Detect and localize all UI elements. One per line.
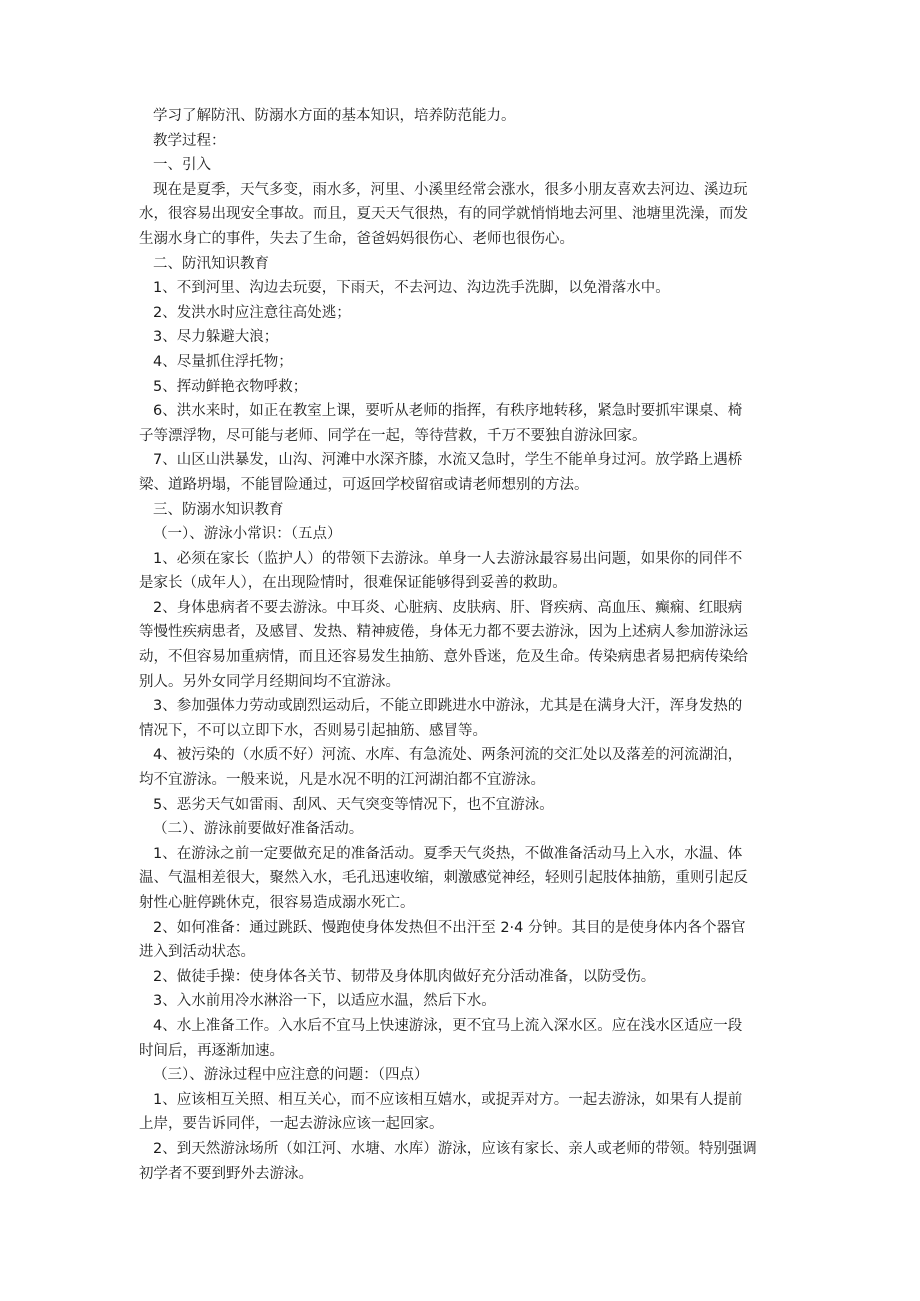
text-line: 生溺水身亡的事件，失去了生命，爸爸妈妈很伤心、老师也很伤心。 <box>139 230 574 247</box>
text-line: 一、引入 <box>153 157 211 174</box>
text-line: 5、恶劣天气如雷雨、刮风、天气突变等情况下，也不宜游泳。 <box>153 796 554 813</box>
text-line: 2、身体患病者不要去游泳。中耳炎、心脏病、皮肤病、肝、肾疾病、高血压、癫痫、红眼病 <box>153 599 743 616</box>
text-line: （一）、游泳小常识：（五点） <box>153 526 342 543</box>
text-line: 5、挥动鲜艳衣物呼救； <box>153 378 308 395</box>
text-line: 是家长（成年人），在出现险情时，很难保证能够得到妥善的救助。 <box>139 575 567 592</box>
text-line: 1、必须在家长（监护人）的带领下去游泳。单身一人去游泳最容易出问题，如果你的同伴不 <box>153 550 743 567</box>
text-line: 2、发洪水时应注意往高处逃； <box>153 304 351 321</box>
text-line: 7、山区山洪暴发，山沟、河滩中水深齐膝，水流又急时，学生不能单身过河。放学路上遇桥 <box>153 452 743 469</box>
text-line: 子等漂浮物，尽可能与老师、同学在一起，等待营救，千万不要独自游泳回家。 <box>139 427 647 444</box>
text-line: 上岸，要告诉同伴，一起去游泳应该一起回家。 <box>139 1116 444 1133</box>
text-line: 现在是夏季，天气多变，雨水多，河里、小溪里经常会涨水，很多小朋友喜欢去河边、溪边玩 <box>153 181 748 198</box>
text-line: 1、应该相互关照、相互关心，而不应该相互嬉水，或捉弄对方。一起去游泳，如果有人提前 <box>153 1091 743 1108</box>
text-line: 情况下，不可以立即下水，否则易引起抽筋、感冒等。 <box>139 722 487 739</box>
text-line: 6、洪水来时，如正在教室上课，要听从老师的指挥，有秩序地转移，紧急时要抓牢课桌、椅 <box>153 403 743 420</box>
text-line: 二、防汛知识教育 <box>153 255 269 272</box>
text-line: （二）、游泳前要做好准备活动。 <box>153 821 364 838</box>
text-line: 1、在游泳之前一定要做充足的准备活动。夏季天气炎热，不做准备活动马上入水，水温、体 <box>153 845 743 862</box>
text-line: 学习了解防汛、防溺水方面的基本知识，培养防范能力。 <box>153 108 516 124</box>
text-line: 2、做徒手操：使身体各关节、韧带及身体肌肉做好充分活动准备，以防受伤。 <box>153 968 656 985</box>
text-line: 4、水上准备工作。入水后不宜马上快速游泳，更不宜马上流入深水区。应在浅水区适应一段 <box>153 1017 743 1034</box>
document-body <box>139 104 789 1186</box>
text-line: 2、到天然游泳场所（如江河、水塘、水库）游泳，应该有家长、亲人或老师的带领。特别强调 <box>153 1140 757 1157</box>
text-line: 4、尽量抓住浮托物； <box>153 353 293 370</box>
text-line: 均不宜游泳。一般来说，凡是水况不明的江河湖泊都不宜游泳。 <box>139 772 545 789</box>
text-line: 别人。另外女同学月经期间均不宜游泳。 <box>139 673 400 690</box>
text-line: 水，很容易出现安全事故。而且，夏天天气很热，有的同学就悄悄地去河里、池塘里洗澡，而发 <box>139 206 748 223</box>
text-line: 动，不但容易加重病情，而且还容易发生抽筋、意外昏迷，危及生命。传染病患者易把病传染给 <box>139 649 748 666</box>
text-line: 3、入水前用冷水淋浴一下，以适应水温，然后下水。 <box>153 993 496 1010</box>
text-line: 4、被污染的（水质不好）河流、水库、有急流处、两条河流的交汇处以及落差的河流湖泊， <box>153 747 743 764</box>
text-line: 2、如何准备：通过跳跃、慢跑使身体发热但不出汗至 2·4 分钟。其目的是使身体内各个器官 <box>153 919 746 936</box>
text-line: 初学者不要到野外去游泳。 <box>139 1165 313 1182</box>
text-line: 等慢性疾病患者，及感冒、发热、精神疲倦，身体无力都不要去游泳，因为上述病人参加游泳运 <box>139 624 748 641</box>
text-line: 时间后，再逐渐加速。 <box>139 1042 284 1059</box>
text-line: 1、不到河里、沟边去玩耍，下雨天，不去河边、沟边洗手洗脚，以免滑落水中。 <box>153 280 670 297</box>
text-line: 梁、道路坍塌，不能冒险通过，可返回学校留宿或请老师想别的方法。 <box>139 476 589 493</box>
text-line: 进入到活动状态。 <box>139 944 255 961</box>
text-line: 温、气温相差很大，聚然入水，毛孔迅速收缩，刺激感觉神经，轻则引起肢体抽筋，重则引起反 <box>139 870 748 887</box>
text-line: 3、尽力躲避大浪； <box>153 329 279 346</box>
text-line: 3、参加强体力劳动或剧烈运动后，不能立即跳进水中游泳，尤其是在满身大汗，浑身发热的 <box>153 698 743 715</box>
text-line: 三、防溺水知识教育 <box>153 501 284 518</box>
text-line: 教学过程： <box>153 132 226 149</box>
text-line: 射性心脏停跳休克，很容易造成溺水死亡。 <box>139 895 415 911</box>
text-line: （三）、游泳过程中应注意的问题：（四点） <box>153 1067 429 1084</box>
